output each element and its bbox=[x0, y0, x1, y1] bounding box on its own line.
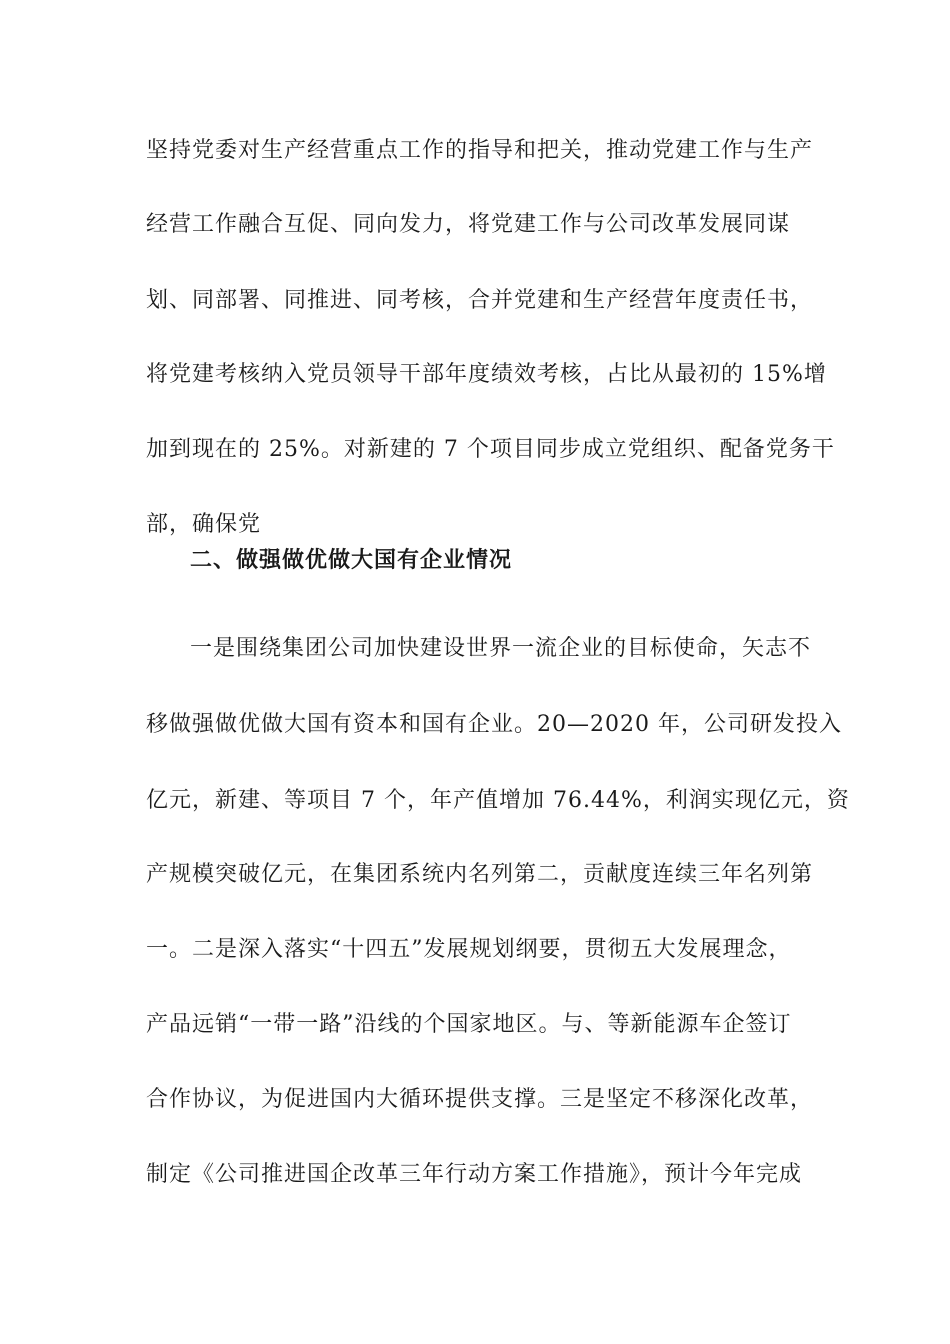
paragraph-line: 制定《公司推进国企改革三年行动方案工作措施》，预计今年完成 bbox=[146, 1162, 803, 1187]
paragraph-line: 合作协议，为促进国内大循环提供支撑。三是坚定不移深化改革， bbox=[146, 1087, 814, 1112]
paragraph-line: 加到现在的 25%。对新建的 7 个项目同步成立党组织、配备党务干 bbox=[146, 437, 835, 462]
paragraph-line: 一。二是深入落实“十四五”发展规划纲要，贯彻五大发展理念， bbox=[146, 937, 792, 962]
paragraph-line: 部，确保党 bbox=[146, 512, 262, 537]
paragraph-line: 坚持党委对生产经营重点工作的指导和把关，推动党建工作与生产 bbox=[146, 138, 814, 163]
paragraph-line: 将党建考核纳入党员领导干部年度绩效考核，占比从最初的 15%增 bbox=[146, 362, 827, 387]
paragraph-line: 亿元，新建、等项目 7 个，年产值增加 76.44%，利润实现亿元，资 bbox=[146, 788, 850, 813]
paragraph-line: 产规模突破亿元，在集团系统内名列第二，贡献度连续三年名列第 bbox=[146, 862, 814, 887]
paragraph-line: 产品远销“一带一路”沿线的个国家地区。与、等新能源车企签订 bbox=[146, 1012, 792, 1037]
paragraph-line: 移做强做优做大国有资本和国有企业。20—2020 年，公司研发投入 bbox=[146, 712, 842, 737]
section-heading: 二、做强做优做大国有企业情况 bbox=[190, 548, 513, 573]
paragraph-line: 划、同部署、同推进、同考核，合并党建和生产经营年度责任书， bbox=[146, 288, 814, 313]
paragraph-line: 一是围绕集团公司加快建设世界一流企业的目标使命，矢志不 bbox=[190, 636, 812, 661]
paragraph-line: 经营工作融合互促、同向发力，将党建工作与公司改革发展同谋 bbox=[146, 212, 791, 237]
